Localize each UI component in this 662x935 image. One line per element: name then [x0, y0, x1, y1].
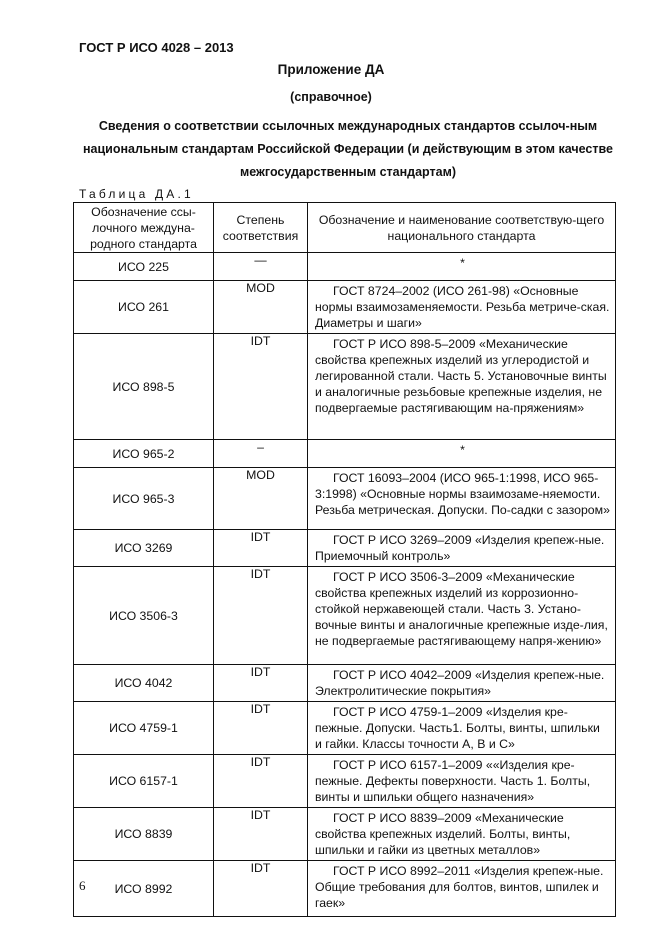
cell-national-standard: ГОСТ 8724–2002 (ИСО 261-98) «Основные нормы взаимозаменяемости. Резьба метриче-ская. Диаметры и шаги» — [308, 281, 616, 334]
cell-degree: IDT — [214, 702, 308, 755]
cell-reference-standard: ИСО 6157-1 — [74, 755, 214, 808]
table-row — [74, 281, 616, 334]
table-row — [74, 530, 616, 567]
cell-degree: IDT — [214, 530, 308, 567]
table-caption: Таблица ДА.1 — [79, 187, 194, 201]
table-row — [74, 440, 616, 468]
header-national-standard: Обозначение и наименование соответствую-щего национального стандарта — [308, 203, 616, 253]
cell-degree: MOD — [214, 281, 308, 334]
table-row — [74, 808, 616, 861]
cell-national-standard: ГОСТ Р ИСО 4759-1–2009 «Изделия кре-пежные. Допуски. Часть1. Болты, винты, шпильки и гайки. Классы точности A, B и C» — [308, 702, 616, 755]
cell-national-standard: ГОСТ 16093–2004 (ИСО 965-1:1998, ИСО 965-3:1998) «Основные нормы взаимозаме-няемости. Резьба метрическая. Допуски. По-садки с зазором» — [308, 468, 616, 530]
cell-national-standard: ГОСТ Р ИСО 8992–2011 «Изделия крепеж-ные. Общие требования для болтов, винтов, шпилек и гаек» — [308, 861, 616, 917]
cell-national-standard: ГОСТ Р ИСО 3506-3–2009 «Механические свойства крепежных изделий из коррозионно-стойкой нержавеющей стали. Часть 3. Устано-вочные винты и аналогичные крепежные изде-лия, не подвергаемые растягивающему напря-жению» — [308, 567, 616, 665]
table-header-row — [74, 203, 616, 253]
table-row — [74, 755, 616, 808]
cell-national-standard: ГОСТ Р ИСО 6157-1–2009 ««Изделия кре-пежные. Дефекты поверхности. Часть 1. Болты, винты и шпильки общего назначения» — [308, 755, 616, 808]
header-reference-standard: Обозначение ссы-лочного междуна-родного стандарта — [74, 203, 214, 253]
correspondence-table — [73, 202, 616, 917]
cell-reference-standard: ИСО 261 — [74, 281, 214, 334]
cell-national-standard: ГОСТ Р ИСО 3269–2009 «Изделия крепеж-ные. Приемочный контроль» — [308, 530, 616, 567]
section-title: Сведения о соответствии ссылочных международных стандартов ссылоч-ным национальным стандартам Российской Федерации (и действующим в этом качестве межгосударственным стандартам) — [83, 119, 613, 179]
table-row — [74, 334, 616, 440]
table-row — [74, 567, 616, 665]
cell-degree: – — [214, 440, 308, 468]
cell-reference-standard: ИСО 8992 — [74, 861, 214, 917]
cell-degree: IDT — [214, 665, 308, 702]
cell-degree: — — [214, 253, 308, 281]
table-row — [74, 468, 616, 530]
cell-reference-standard: ИСО 4759-1 — [74, 702, 214, 755]
cell-degree: IDT — [214, 861, 308, 917]
page-number: 6 — [79, 878, 86, 893]
cell-degree: IDT — [214, 808, 308, 861]
appendix-title: Приложение ДА — [277, 62, 385, 77]
document-header: ГОСТ Р ИСО 4028 – 2013 — [79, 40, 234, 55]
table-row — [74, 702, 616, 755]
cell-degree: MOD — [214, 468, 308, 530]
table-row — [74, 253, 616, 281]
cell-reference-standard: ИСО 3269 — [74, 530, 214, 567]
cell-national-standard: ГОСТ Р ИСО 8839–2009 «Механические свойства крепежных изделий. Болты, винты, шпильки и гайки из цветных металлов» — [308, 808, 616, 861]
cell-national-standard: ГОСТ Р ИСО 4042–2009 «Изделия крепеж-ные. Электролитические покрытия» — [308, 665, 616, 702]
appendix-type: (справочное) — [290, 90, 372, 104]
cell-reference-standard: ИСО 4042 — [74, 665, 214, 702]
cell-degree: IDT — [214, 755, 308, 808]
table-row — [74, 665, 616, 702]
table-row — [74, 861, 616, 917]
cell-degree: IDT — [214, 334, 308, 440]
cell-reference-standard: ИСО 965-2 — [74, 440, 214, 468]
cell-degree: IDT — [214, 567, 308, 665]
cell-reference-standard: ИСО 8839 — [74, 808, 214, 861]
cell-national-standard: * — [308, 440, 616, 468]
cell-reference-standard: ИСО 898-5 — [74, 334, 214, 440]
cell-reference-standard: ИСО 3506-3 — [74, 567, 214, 665]
header-degree: Степень соответствия — [214, 203, 308, 253]
cell-reference-standard: ИСО 225 — [74, 253, 214, 281]
cell-reference-standard: ИСО 965-3 — [74, 468, 214, 530]
cell-national-standard: * — [308, 253, 616, 281]
cell-national-standard: ГОСТ Р ИСО 898-5–2009 «Механические свойства крепежных изделий из углеродистой и легированной стали. Часть 5. Установочные винты и аналогичные резьбовые крепежные изделия, не подвергаемые растягивающим на-пряжениям» — [308, 334, 616, 440]
